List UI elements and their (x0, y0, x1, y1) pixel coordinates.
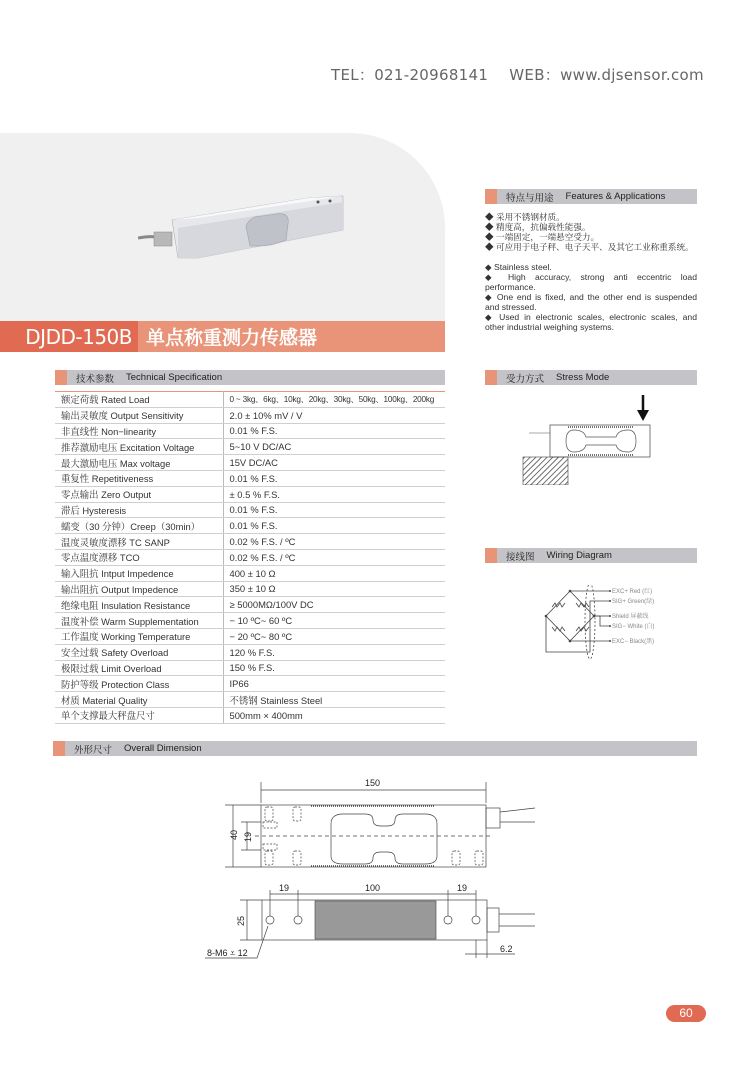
feature-item: ◆ 可应用于电子秤、电子天平、及其它工业称重系统。 (485, 242, 694, 252)
spec-label: 防护等级 Protection Class (55, 676, 223, 692)
wiring-heading-zh: 接线图 (506, 551, 535, 563)
section-marker (485, 370, 497, 385)
spec-value: 0.01 % F.S. (223, 423, 445, 439)
spec-value: 0 ~ 3kg、6kg、10kg、20kg、30kg、50kg、100kg、200kg (223, 392, 445, 408)
spec-value: − 10 ºC~ 60 ºC (223, 613, 445, 629)
wiring-heading-en: Wiring Diagram (546, 550, 612, 561)
dimension-drawing (195, 770, 555, 970)
spec-row (55, 518, 445, 534)
spec-row (55, 628, 445, 644)
section-marker (55, 370, 67, 385)
spec-value: 0.01 % F.S. (223, 470, 445, 486)
spec-value: 120 % F.S. (223, 644, 445, 660)
spec-heading-en: Technical Specification (126, 372, 223, 383)
tel-label: TEL： (331, 66, 375, 84)
spec-value: 0.02 % F.S. / ºC (223, 549, 445, 565)
feature-item: ◆ Stainless steel. (485, 262, 552, 272)
spec-value: ± 0.5 % F.S. (223, 486, 445, 502)
spec-label: 零点输出 Zero Output (55, 486, 223, 502)
spec-value: 2.0 ± 10% mV / V (223, 407, 445, 423)
product-photo (138, 190, 348, 275)
spec-row (55, 597, 445, 613)
spec-label: 输出灵敏度 Output Sensitivity (55, 407, 223, 423)
spec-header (55, 370, 445, 385)
product-model: DJDD-150B (0, 321, 138, 352)
spec-label: 安全过载 Safety Overload (55, 644, 223, 660)
dim-hole-spacing-v: 19 (243, 831, 253, 842)
dimension-heading-zh: 外形尺寸 (74, 744, 113, 756)
stress-mode-header (485, 370, 697, 385)
wire-label: SIG+ Green(绿) (612, 599, 655, 605)
spec-value: 不锈钢 Stainless Steel (223, 692, 445, 708)
dim-hole-right: 19 (457, 883, 468, 893)
spec-value: IP66 (223, 676, 445, 692)
spec-table (55, 391, 445, 724)
dim-length: 150 (365, 778, 381, 788)
spec-value: 15V DC/AC (223, 455, 445, 471)
spec-value: 0.01 % F.S. (223, 502, 445, 518)
feature-item: ◆ 一端固定，一端悬空受力。 (485, 232, 600, 242)
tel (331, 66, 488, 84)
fixed-support (523, 457, 568, 485)
feature-item: ◆ 采用不锈钢材质。 (485, 212, 565, 222)
spec-row (55, 455, 445, 471)
spec-label: 温度补偿 Warm Supplementation (55, 613, 223, 629)
dim-thread-note: 8-M6 ⩡ 12 (207, 948, 248, 958)
stress-mode-heading-en: Stress Mode (556, 372, 610, 383)
spec-label: 重复性 Repetitiveness (55, 470, 223, 486)
dimension-header (53, 741, 697, 756)
features-heading-en: Features & Applications (565, 191, 666, 202)
wire-label: SIG− White (白) (612, 624, 655, 630)
wire-label: EXC− Black(黑) (612, 639, 655, 645)
features-heading-zh: 特点与用途 (506, 192, 554, 204)
features-list (485, 212, 697, 332)
wire-label: EXC+ Red (红) (612, 589, 653, 595)
section-marker (485, 189, 497, 204)
spec-label: 材质 Material Quality (55, 692, 223, 708)
spec-label: 绝缘电阻 Insulation Resistance (55, 597, 223, 613)
product-title-bar (0, 321, 445, 352)
spec-row (55, 581, 445, 597)
dim-side-height: 25 (236, 915, 246, 926)
web-url[interactable]: www.djsensor.com (560, 66, 704, 84)
contact-info (331, 64, 720, 85)
stress-mode-diagram (500, 385, 680, 485)
dimension-heading-en: Overall Dimension (124, 743, 202, 754)
spec-value: 500mm × 400mm (223, 707, 445, 723)
spec-row (55, 423, 445, 439)
feature-item: ◆ High accuracy, strong anti eccentric load performance. (485, 272, 697, 292)
spec-label: 额定荷载 Rated Load (55, 392, 223, 408)
spec-row (55, 439, 445, 455)
feature-item: ◆ One end is fixed, and the other end is suspended and stressed. (485, 292, 697, 312)
spec-label: 输出阻抗 Output Impedence (55, 581, 223, 597)
wiring-header (485, 548, 697, 563)
spec-row (55, 486, 445, 502)
spec-row (55, 470, 445, 486)
spec-label: 最大激励电压 Max voltage (55, 455, 223, 471)
web-label: WEB： (509, 66, 561, 84)
feature-item: ◆ 精度高，抗偏载性能强。 (485, 222, 591, 232)
spec-row (55, 644, 445, 660)
spec-label: 输入阻抗 Intput Impedence (55, 565, 223, 581)
spec-row (55, 502, 445, 518)
spec-value: 400 ± 10 Ω (223, 565, 445, 581)
spec-row (55, 676, 445, 692)
force-arrow-icon (637, 410, 649, 421)
spec-label: 温度灵敏度漂移 TC SANP (55, 534, 223, 550)
stress-mode-heading-zh: 受力方式 (506, 373, 545, 385)
product-name: 单点称重测力传感器 (138, 321, 445, 352)
spec-row (55, 565, 445, 581)
spec-row (55, 613, 445, 629)
features-header (485, 189, 697, 204)
section-marker (53, 741, 65, 756)
spec-value: 0.01 % F.S. (223, 518, 445, 534)
dim-center-span: 100 (365, 883, 381, 893)
spec-row (55, 660, 445, 676)
spec-label: 非直线性 Non−linearity (55, 423, 223, 439)
section-marker (485, 548, 497, 563)
spec-value: − 20 ºC~ 80 ºC (223, 628, 445, 644)
spec-row (55, 392, 445, 408)
spec-value: 150 % F.S. (223, 660, 445, 676)
spec-label: 工作温度 Working Temperature (55, 628, 223, 644)
spec-value: 5~10 V DC/AC (223, 439, 445, 455)
spec-row (55, 549, 445, 565)
web (509, 66, 704, 84)
spec-row (55, 407, 445, 423)
wire-label: Shield 屏蔽线 (612, 614, 649, 620)
spec-label: 单个支撑最大秤盘尺寸 (55, 707, 223, 723)
spec-value: ≥ 5000MΩ/100V DC (223, 597, 445, 613)
spec-row (55, 534, 445, 550)
dim-hole-left: 19 (279, 883, 290, 893)
spec-value: 350 ± 10 Ω (223, 581, 445, 597)
spec-row (55, 692, 445, 708)
spec-label: 蠕变（30 分钟）Creep（30min） (55, 518, 223, 534)
spec-label: 滞后 Hysteresis (55, 502, 223, 518)
wiring-diagram (520, 585, 700, 670)
spec-label: 极限过载 Limit Overload (55, 660, 223, 676)
dim-end-offset: 6.2 (500, 944, 513, 954)
spec-heading-zh: 技术参数 (76, 373, 115, 385)
feature-item: ◆ Used in electronic scales, electronic scales, and other industrial weighing systems. (485, 312, 697, 332)
tel-number: 021-20968141 (374, 66, 489, 84)
page-number: 60 (666, 1005, 706, 1022)
spec-row (55, 707, 445, 723)
spec-label: 推荐激励电压 Excitation Voltage (55, 439, 223, 455)
spec-label: 零点温度漂移 TCO (55, 549, 223, 565)
dim-height: 40 (229, 829, 239, 840)
spec-value: 0.02 % F.S. / ºC (223, 534, 445, 550)
